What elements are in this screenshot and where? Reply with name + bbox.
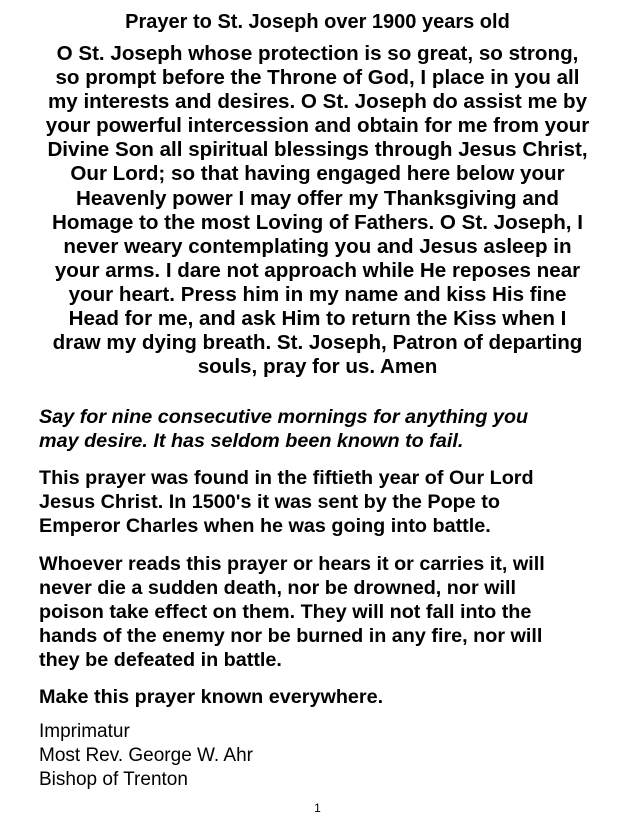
prayer-line: your powerful intercession and obtain for me from your (45, 114, 590, 138)
history-line: Jesus Christ. In 1500's it was sent by the Pope to (39, 491, 500, 514)
history-line: This prayer was found in the fiftieth year of Our Lord (39, 467, 534, 489)
prayer-line: Head for me, and ask Him to return the Kiss when I (68, 307, 567, 331)
prayer-line: souls, pray for us. Amen (197, 355, 438, 379)
prayer-line: so prompt before the Throne of God, I place in you all (55, 66, 580, 90)
prayer-line: Homage to the most Loving of Fathers. O St. Joseph, I (52, 210, 583, 234)
prayer-line: Divine Son all spiritual blessings through Jesus Christ, (47, 138, 588, 162)
novena-line: Say for nine consecutive mornings for anything you (39, 406, 529, 428)
prayer-line: Heavenly power I may offer my Thanksgiving and (76, 186, 559, 210)
prayer-line: draw my dying breath. St. Joseph, Patron of departing (52, 331, 583, 355)
history-paragraph (39, 466, 624, 538)
promise-line: never die a sudden death, nor be drowned, nor will (39, 577, 517, 600)
history-line: Emperor Charles when he was going into battle. (39, 515, 491, 538)
prayer-line: never weary contemplating you and Jesus asleep in (63, 234, 572, 258)
imprimatur-label: Imprimatur (39, 721, 130, 742)
page-title: Prayer to St. Joseph over 1900 years old (125, 11, 510, 33)
prayer-text (36, 42, 599, 379)
prayer-line: Our Lord; so that having engaged here below your (70, 162, 565, 186)
prayer-line: my interests and desires. O St. Joseph do assist me by (47, 90, 588, 114)
promise-line: they be defeated in battle. (39, 649, 282, 672)
promise-line: Whoever reads this prayer or hears it or carries it, will (39, 553, 545, 575)
imprimatur-name: Most Rev. George W. Ahr (39, 745, 254, 766)
promise-paragraph (39, 552, 624, 672)
prayer-line: your arms. I dare not approach while He reposes near (54, 258, 581, 282)
page-number: 1 (314, 801, 321, 815)
promise-line: hands of the enemy nor be burned in any fire, nor will (39, 625, 543, 648)
closing-line: Make this prayer known everywhere. (39, 686, 384, 708)
novena-line: may desire. It has seldom been known to fail. (39, 430, 464, 453)
imprimatur-role: Bishop of Trenton (39, 769, 188, 790)
prayer-line: your heart. Press him in my name and kiss His fine (68, 282, 567, 306)
novena-instruction (39, 405, 624, 453)
promise-line: poison take effect on them. They will not fall into the (39, 601, 532, 624)
prayer-line: O St. Joseph whose protection is so great, so strong, (56, 42, 579, 65)
